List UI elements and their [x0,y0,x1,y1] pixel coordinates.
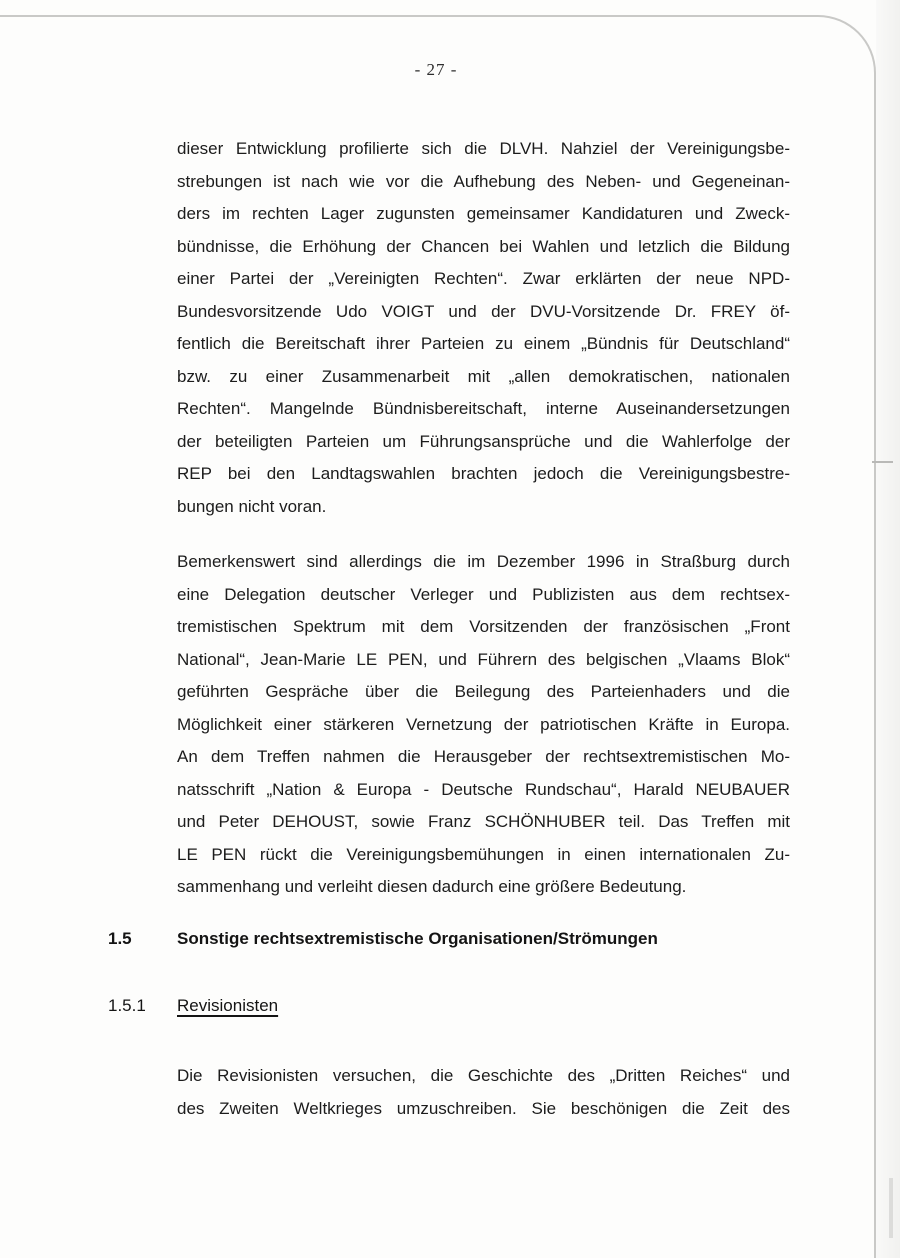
paragraph-unification-efforts [177,133,790,524]
text-line: Rechten“. Mangelnde Bündnisbereitschaft, interne Auseinandersetzungen [177,399,790,419]
text-line: National“, Jean-Marie LE PEN, und Führern des belgischen „Vlaams Blok“ [177,649,790,669]
text-line: fentlich die Bereitschaft ihrer Parteien zu einem „Bündnis für Deutschland“ [177,334,790,354]
subsection-title: Revisionisten [177,996,279,1015]
scan-background-strip [876,0,900,1258]
text-line: geführten Gespräche über die Beilegung des Parteienhaders und die [177,682,790,702]
text-line: REP bei den Landtagswahlen brachten jedoch die Vereinigungsbestre- [177,464,790,484]
margin-tick-mark [872,461,893,463]
subsection-number: 1.5.1 [108,996,146,1015]
text-line: An dem Treffen nahmen die Herausgeber der rechtsextremistischen Mo- [177,747,790,767]
text-line: strebungen ist nach wie vor die Aufhebung des Neben- und Gegeneinan- [177,171,790,191]
text-line: sammenhang und verleiht diesen dadurch eine größere Bedeutung. [177,877,687,897]
text-line: Bemerkenswert sind allerdings die im Dezember 1996 in Straßburg durch [177,552,790,571]
text-line: der beteiligten Parteien um Führungsansprüche und die Wahlerfolge der [177,431,790,451]
text-line: Bundesvorsitzende Udo VOIGT und der DVU-Vorsitzende Dr. FREY öf- [177,301,790,321]
text-line: LE PEN rückt die Vereinigungsbemühungen in einen internationalen Zu- [177,844,790,864]
text-line: Möglichkeit einer stärkeren Vernetzung der patriotischen Kräfte in Europa. [177,714,790,734]
text-line: tremistischen Spektrum mit dem Vorsitzenden der französischen „Front [177,617,790,637]
text-line: bündnisse, die Erhöhung der Chancen bei Wahlen und letzlich die Bildung [177,236,790,256]
page-number: - 27 - [414,60,458,79]
text-line: bzw. zu einer Zusammenarbeit mit „allen demokratischen, nationalen [177,366,790,386]
text-line: Die Revisionisten versuchen, die Geschichte des „Dritten Reiches“ und [177,1066,790,1085]
text-line: des Zweiten Weltkrieges umzuschreiben. Sie beschönigen die Zeit des [177,1098,790,1118]
text-line: ders im rechten Lager zugunsten gemeinsamer Kandidaturen und Zweck- [177,204,790,224]
text-line: eine Delegation deutscher Verleger und Publizisten aus dem rechtsex- [177,584,790,604]
text-line: bungen nicht voran. [177,497,327,517]
text-line: einer Partei der „Vereinigten Rechten“. Zwar erklärten der neue NPD- [177,269,790,289]
section-number: 1.5 [108,929,132,948]
paragraph-revisionists [177,1060,790,1125]
paragraph-strasbourg-meeting [177,546,790,904]
section-title: Sonstige rechtsextremistische Organisationen/Strömungen [177,929,658,948]
text-line: und Peter DEHOUST, sowie Franz SCHÖNHUBER teil. Das Treffen mit [177,812,790,832]
paper-edge-shadow [889,1178,893,1238]
text-line: natsschrift „Nation & Europa - Deutsche Rundschau“, Harald NEUBAUER [177,779,790,799]
text-line: dieser Entwicklung profilierte sich die DLVH. Nahziel der Vereinigungsbe- [177,139,790,158]
